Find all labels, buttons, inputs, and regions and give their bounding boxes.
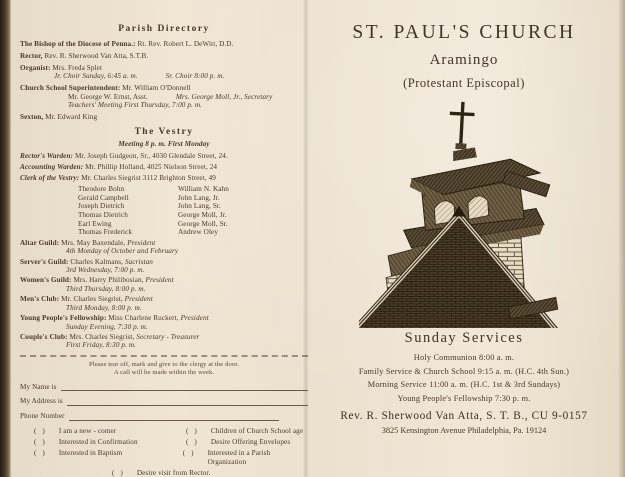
vestry-member-row	[78, 202, 308, 211]
org-label: Young People's Fellowship:	[20, 313, 107, 322]
choir-times-line	[54, 72, 308, 81]
member-name: Joseph Dietrich	[78, 202, 125, 211]
page-edge-right	[618, 0, 625, 477]
checkbox-options	[20, 427, 308, 477]
org-name: Mr. Charles Siegrist,	[61, 295, 123, 304]
member-name: Earl Ewing	[78, 219, 112, 228]
clerk-of-vestry-line	[20, 174, 308, 183]
rector-value: Rev. R. Sherwood Van Atta, S.T.B.	[44, 52, 149, 61]
services-title: Sunday Services	[404, 330, 524, 347]
accounting-warden-line	[20, 163, 308, 172]
org-role: President	[145, 276, 174, 285]
superintendent-block	[20, 84, 308, 110]
vestry-member-row	[78, 185, 308, 194]
name-field-label: My Name is	[20, 382, 57, 391]
assistant-name: Mr. George W. Ernst, Asst.	[68, 92, 148, 101]
option-label: Interested in a Parish Organization	[207, 449, 271, 466]
tear-off-note-1: Please tear off, mark and give to the clergy at the door.	[89, 361, 239, 368]
phone-field-label: Phone Number	[20, 412, 65, 421]
phone-field	[20, 412, 308, 421]
member-name: George Moll, Sr.	[178, 219, 228, 228]
org-role: President	[124, 295, 153, 304]
checkbox-option-row	[34, 449, 308, 466]
service-line-holy-communion: Holy Communion 8:00 a. m.	[413, 353, 515, 363]
name-field-underline[interactable]	[61, 383, 308, 391]
member-name: Andrew Oley	[178, 228, 219, 237]
organization-schedule: Third Monday, 8:00 p. m.	[66, 303, 142, 312]
jr-choir-time: Jr. Choir Sunday, 6:45 a. m.	[54, 72, 138, 81]
organization-schedule: 3rd Wednesday, 7:00 p. m.	[66, 266, 145, 275]
org-label: Couple's Club:	[20, 332, 68, 341]
organization-entry	[20, 314, 308, 331]
warden-value: Mr. Joseph Gudgeon, Sr., 4030 Glendale Street, 24.	[74, 151, 228, 160]
superintendent-label: Church School Superintendent:	[20, 83, 121, 92]
book-edge-left	[0, 0, 11, 477]
address-field-label: My Address is	[20, 397, 63, 406]
vestry-meeting-line: Meeting 8 p. m. First Monday	[118, 139, 210, 148]
warden-value: Mr. Phillip Holland, 4025 Nielson Street, 24	[85, 162, 218, 171]
checkbox-option-row	[112, 469, 308, 477]
option-label: Desire Offering Envelopes	[210, 437, 291, 446]
phone-field-underline[interactable]	[69, 413, 279, 421]
church-tower-illustration	[318, 96, 610, 328]
member-name: George Moll, Jr.	[178, 210, 227, 219]
option-label: Desire visit from Rector.	[136, 468, 211, 477]
warden-value: Mr. Charles Siegrist 3112 Brighton Street, 49	[81, 173, 216, 182]
denomination-title: (Protestant Episcopal)	[403, 76, 525, 91]
cross-icon	[448, 102, 475, 151]
organization-schedule: Third Thursday, 8:00 p. m.	[66, 285, 146, 294]
checkbox-parens[interactable]: ()	[34, 437, 51, 446]
address-field	[20, 397, 308, 406]
org-name: Charles Kalmans,	[70, 257, 124, 266]
org-label: Men's Club:	[20, 295, 60, 304]
org-role: Secretary - Treasurer	[136, 332, 200, 341]
sexton-line	[20, 113, 308, 122]
left-page	[20, 24, 308, 477]
name-field	[20, 383, 308, 392]
checkbox-parens[interactable]: ()	[186, 426, 203, 435]
organization-entry	[20, 333, 308, 350]
org-name: Mrs. Charles Siegrist,	[69, 332, 135, 341]
organization-schedule: 4th Monday of October and February	[66, 247, 179, 256]
org-name: Mrs. Harry Philibosian,	[73, 276, 144, 285]
warden-label: Clerk of the Vestry:	[20, 173, 80, 182]
superintendent-value: Mr. William O'Donnell	[122, 83, 191, 92]
organist-line	[20, 64, 308, 73]
sexton-value: Mr. Edward King	[45, 112, 98, 121]
organist-value: Mrs. Freda Splet	[52, 63, 103, 72]
checkbox-parens[interactable]: ()	[112, 468, 129, 477]
secretary-name: Mrs. George Moll, Jr., Secretary	[175, 92, 273, 101]
vestry-member-row	[78, 211, 308, 220]
member-name: John Lang, Jr.	[178, 193, 220, 202]
option-label: Children of Church School age	[210, 426, 304, 435]
org-role: President	[180, 313, 209, 322]
service-line-morning-service: Morning Service 11:00 a. m. (H.C. 1st & 3rd Sundays)	[367, 380, 561, 390]
organization-schedule: First Friday, 8:30 p. m.	[66, 341, 137, 350]
organist-block	[20, 64, 308, 81]
superintendent-line	[20, 84, 308, 93]
member-name: John Lang, Sr.	[178, 202, 221, 211]
service-line-fellowship: Young People's Fellowship 7:30 p. m.	[397, 393, 531, 403]
vestry-member-list	[78, 185, 308, 237]
rectors-warden-line	[20, 152, 308, 161]
organist-label: Organist:	[20, 63, 51, 72]
org-role: President	[127, 238, 156, 247]
tear-off-divider	[20, 355, 308, 357]
vestry-member-row	[78, 220, 308, 229]
church-name-title: ST. PAUL'S CHURCH	[352, 22, 576, 43]
option-label: Interested in Confirmation	[58, 437, 138, 446]
org-name: Miss Charlene Ruckert,	[108, 313, 179, 322]
sexton-label: Sexton,	[20, 112, 44, 121]
bishop-label: The Bishop of the Diocese of Penna.:	[20, 40, 136, 49]
organization-entry	[20, 239, 308, 256]
member-name: Thomas Dietrich	[78, 210, 129, 219]
teachers-meeting-line: Teachers' Meeting First Thursday, 7:00 p. m.	[68, 101, 203, 110]
vestry-member-row	[78, 194, 308, 203]
address-field-underline[interactable]	[67, 398, 308, 406]
tear-off-note-2: A call will be made within the week.	[113, 368, 215, 376]
organization-schedule: Sunday Evening, 7:30 p. m.	[66, 322, 148, 331]
org-label: Server's Guild:	[20, 257, 69, 266]
vestry-member-row	[78, 228, 308, 237]
bishop-value: Rt. Rev. Robert L. DeWitt, D.D.	[137, 40, 234, 49]
member-name: Thomas Frederick	[78, 228, 133, 237]
right-page	[318, 22, 610, 435]
organization-entry	[20, 276, 308, 293]
sr-choir-time: Sr. Choir 8:00 p. m.	[165, 72, 225, 81]
warden-label: Rector's Warden:	[20, 151, 74, 160]
rector-contact-line: Rev. R. Sherwood Van Atta, S. T. B., CU 9-0157	[340, 409, 588, 422]
assistants-line	[68, 93, 308, 102]
member-name: Gerald Campbell	[78, 193, 129, 202]
rector-label: Rector,	[20, 52, 43, 61]
org-name: Mrs. May Baxendale,	[61, 238, 126, 247]
church-address-line: 3825 Kensington Avenue Philadelphia, Pa. 19124	[381, 425, 547, 435]
checkbox-option-row	[34, 438, 308, 447]
bishop-line	[20, 40, 308, 49]
member-name: William N. Kahn	[178, 184, 229, 193]
organization-entry	[20, 258, 308, 275]
option-label: Interested in Baptism	[58, 449, 123, 458]
service-line-family-service: Family Service & Church School 9:15 a. m. (H.C. 4th Sun.)	[358, 366, 570, 376]
option-label: I am a new - comer	[58, 426, 117, 435]
warden-label: Accounting Warden:	[20, 162, 84, 171]
parish-directory-title: Parish Directory	[118, 24, 210, 34]
rector-line	[20, 52, 308, 61]
org-label: Altar Guild:	[20, 238, 60, 247]
checkbox-parens[interactable]: ()	[186, 437, 203, 446]
checkbox-parens[interactable]: ()	[34, 449, 51, 458]
location-title: Aramingo	[429, 52, 499, 69]
org-role: Sacristan	[124, 257, 153, 266]
org-label: Women's Guild:	[20, 276, 72, 285]
church-tower-svg	[359, 96, 569, 328]
checkbox-parens[interactable]: ()	[182, 449, 200, 458]
checkbox-parens[interactable]: ()	[34, 426, 51, 435]
organization-entry	[20, 295, 308, 312]
checkbox-option-row	[34, 427, 308, 436]
vestry-title: The Vestry	[134, 126, 194, 137]
member-name: Theodore Bohn	[78, 184, 125, 193]
